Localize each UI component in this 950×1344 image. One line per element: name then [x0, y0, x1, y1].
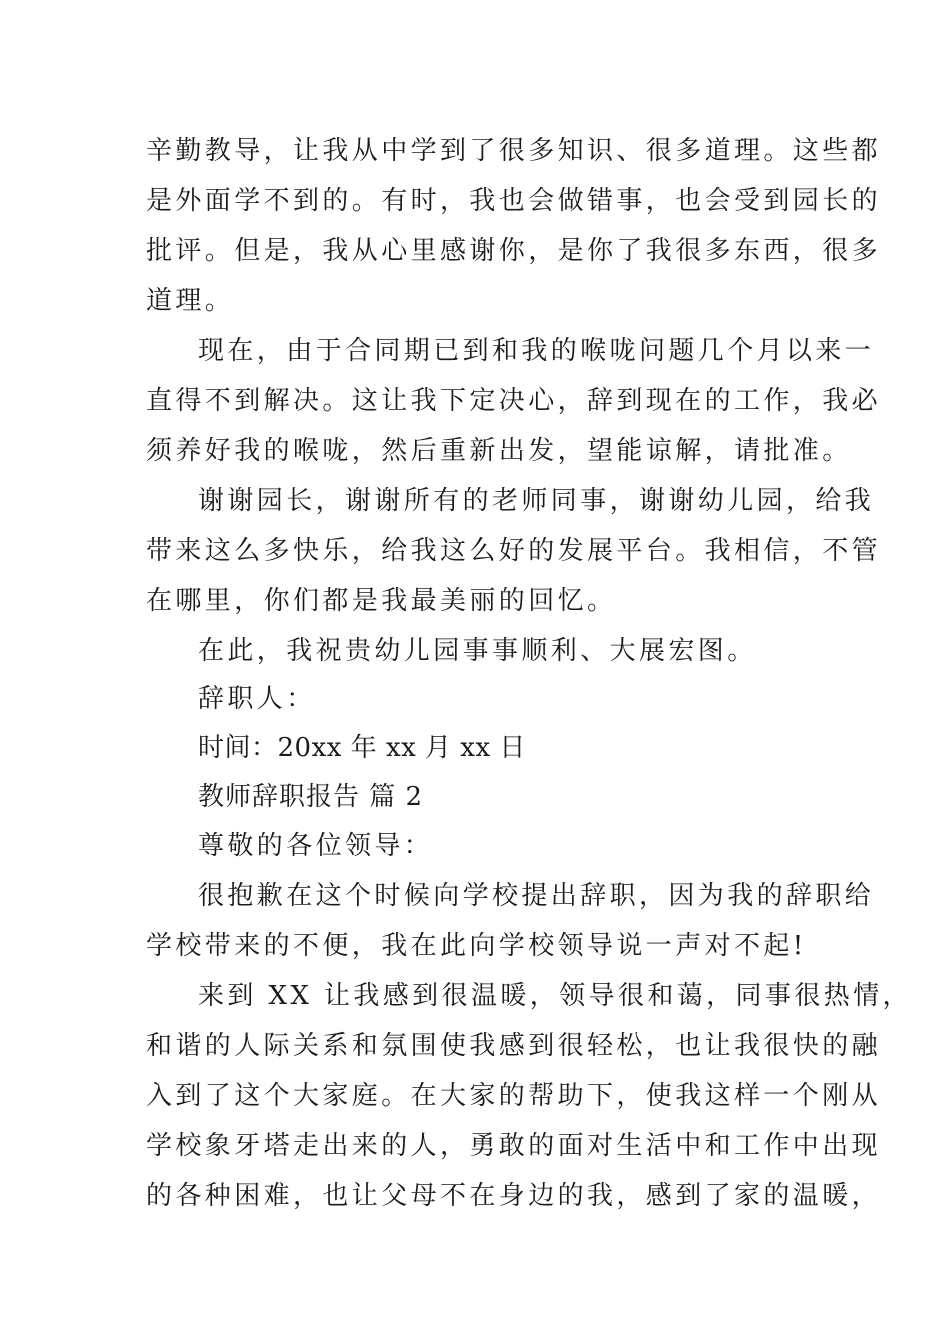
text-line: 直得不到解决。这让我下定决心，辞到现在的工作，我必 [146, 386, 882, 416]
text-line: 须养好我的喉咙，然后重新出发，望能谅解，请批准。 [146, 436, 852, 466]
text-line: 的各种困难，也让父母不在身边的我，感到了家的温暖， [146, 1181, 882, 1211]
text-line: 学校带来的不便，我在此向学校领导说一声对不起! [146, 931, 807, 961]
text-line: 道理。 [146, 286, 235, 316]
paragraph-first-line: 来到 XX 让我感到很温暖，领导很和蔼，同事很热情， [198, 981, 912, 1011]
closing-wish: 在此，我祝贵幼儿园事事顺利、大展宏图。 [198, 636, 757, 666]
text-line: 在哪里，你们都是我最美丽的回忆。 [146, 586, 617, 616]
text-line: 带来这么多快乐，给我这么好的发展平台。我相信，不管 [146, 536, 882, 566]
text-line: 和谐的人际关系和氛围使我感到很轻松，也让我很快的融 [146, 1031, 882, 1061]
text-line: 是外面学不到的。有时，我也会做错事，也会受到园长的 [146, 186, 882, 216]
date-line: 时间：20xx 年 xx 月 xx 日 [198, 733, 526, 763]
paragraph-first-line: 很抱歉在这个时候向学校提出辞职，因为我的辞职给 [198, 881, 875, 911]
text-line: 批评。但是，我从心里感谢你，是你了我很多东西，很多 [146, 236, 882, 266]
paragraph-first-line: 谢谢园长，谢谢所有的老师同事，谢谢幼儿园，给我 [198, 486, 875, 516]
section-heading: 教师辞职报告 篇 2 [198, 782, 424, 812]
paragraph-first-line: 现在，由于合同期已到和我的喉咙问题几个月以来一 [198, 336, 875, 366]
text-line: 入到了这个大家庭。在大家的帮助下，使我这样一个刚从 [146, 1081, 882, 1111]
text-line: 学校象牙塔走出来的人，勇敢的面对生活中和工作中出现 [146, 1131, 882, 1161]
text-line: 辛勤教导，让我从中学到了很多知识、很多道理。这些都 [146, 136, 882, 166]
salutation: 尊敬的各位领导： [198, 831, 434, 861]
signature-label: 辞职人： [198, 684, 316, 714]
